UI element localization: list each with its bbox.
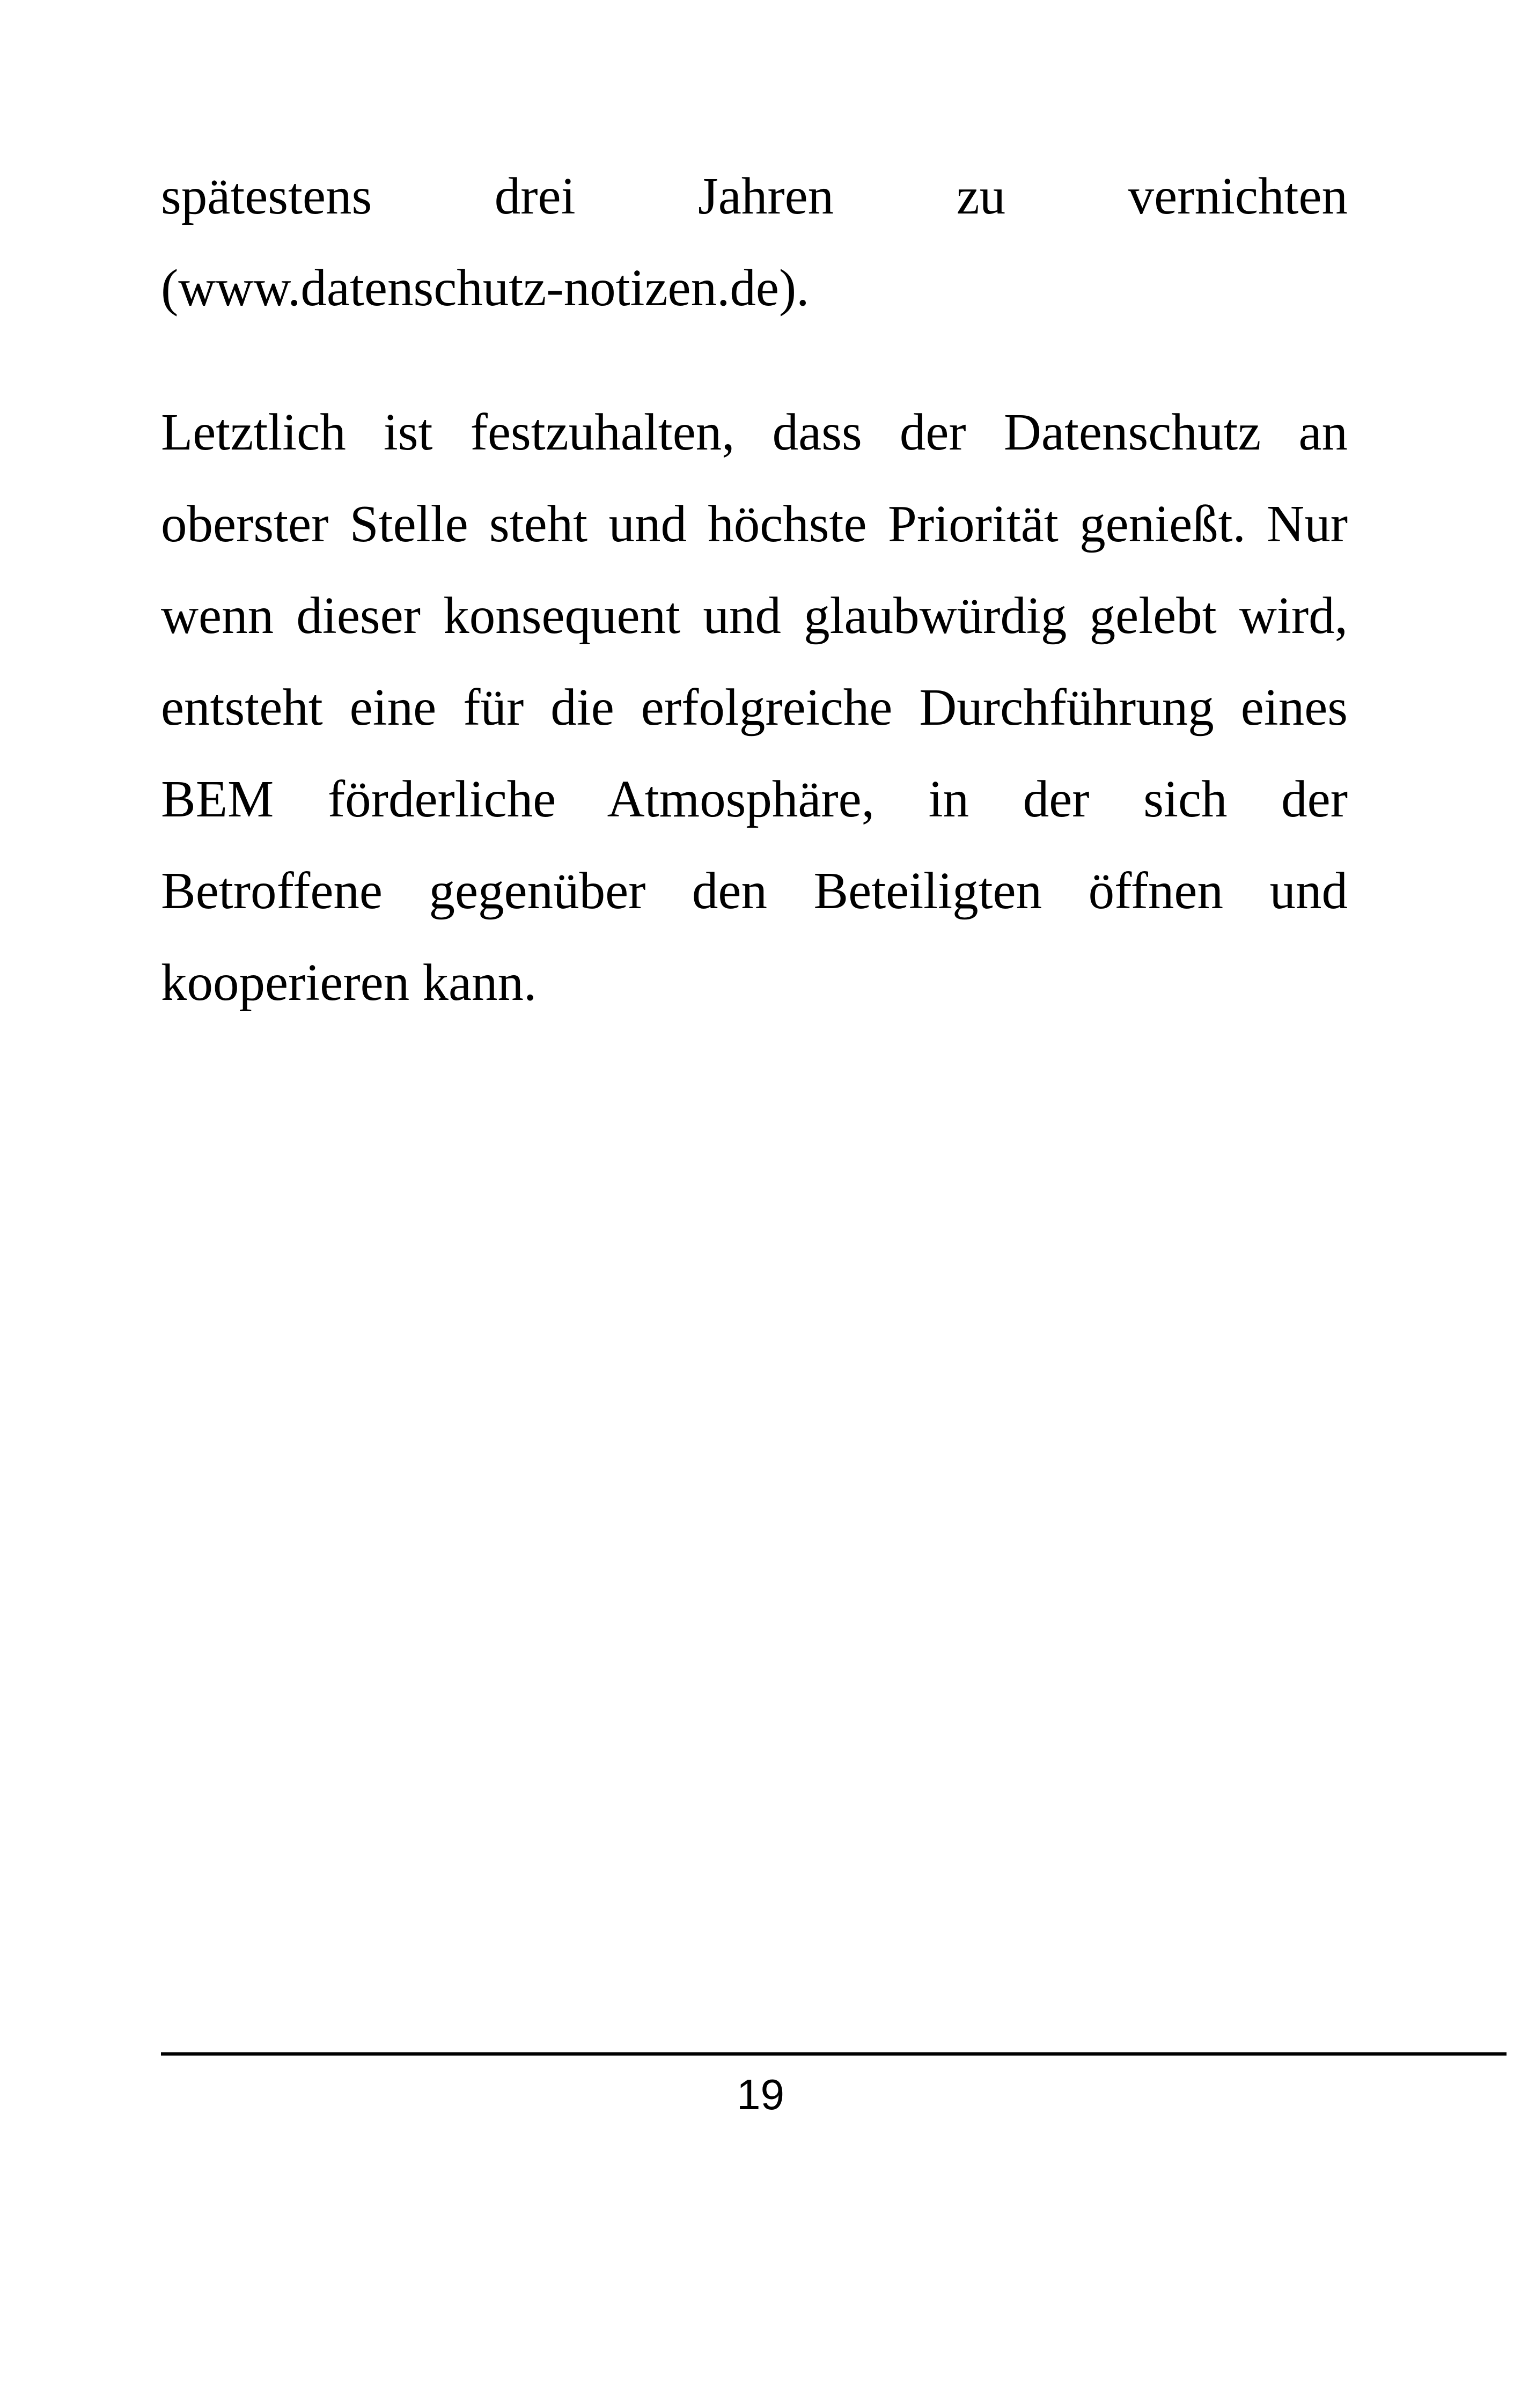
paragraph-line: Betroffene gegenüber den Beteiligten öffnen und — [161, 862, 1348, 919]
paragraph-line: entsteht eine für die erfolgreiche Durchführung eines — [161, 679, 1348, 736]
paragraph-1 — [161, 150, 1348, 334]
page-number: 19 — [737, 2071, 784, 2118]
paragraph-line: oberster Stelle steht und höchste Priorität genießt. Nur — [161, 495, 1348, 553]
paragraph-line: kooperieren kann. — [161, 954, 537, 1011]
paragraph-line: BEM förderliche Atmosphäre, in der sich der — [161, 770, 1348, 828]
paragraph-line: spätestens drei Jahren zu vernichten — [161, 167, 1348, 225]
paragraph-2 — [161, 386, 1348, 1028]
paragraph-line: (www.datenschutz-notizen.de). — [161, 259, 810, 316]
footer-divider — [161, 2052, 1507, 2056]
paragraph-line: Letztlich ist festzuhalten, dass der Datenschutz an — [161, 403, 1348, 461]
paragraph-line: wenn dieser konsequent und glaubwürdig gelebt wird, — [161, 587, 1348, 644]
footer-divider-accent — [161, 2052, 322, 2054]
